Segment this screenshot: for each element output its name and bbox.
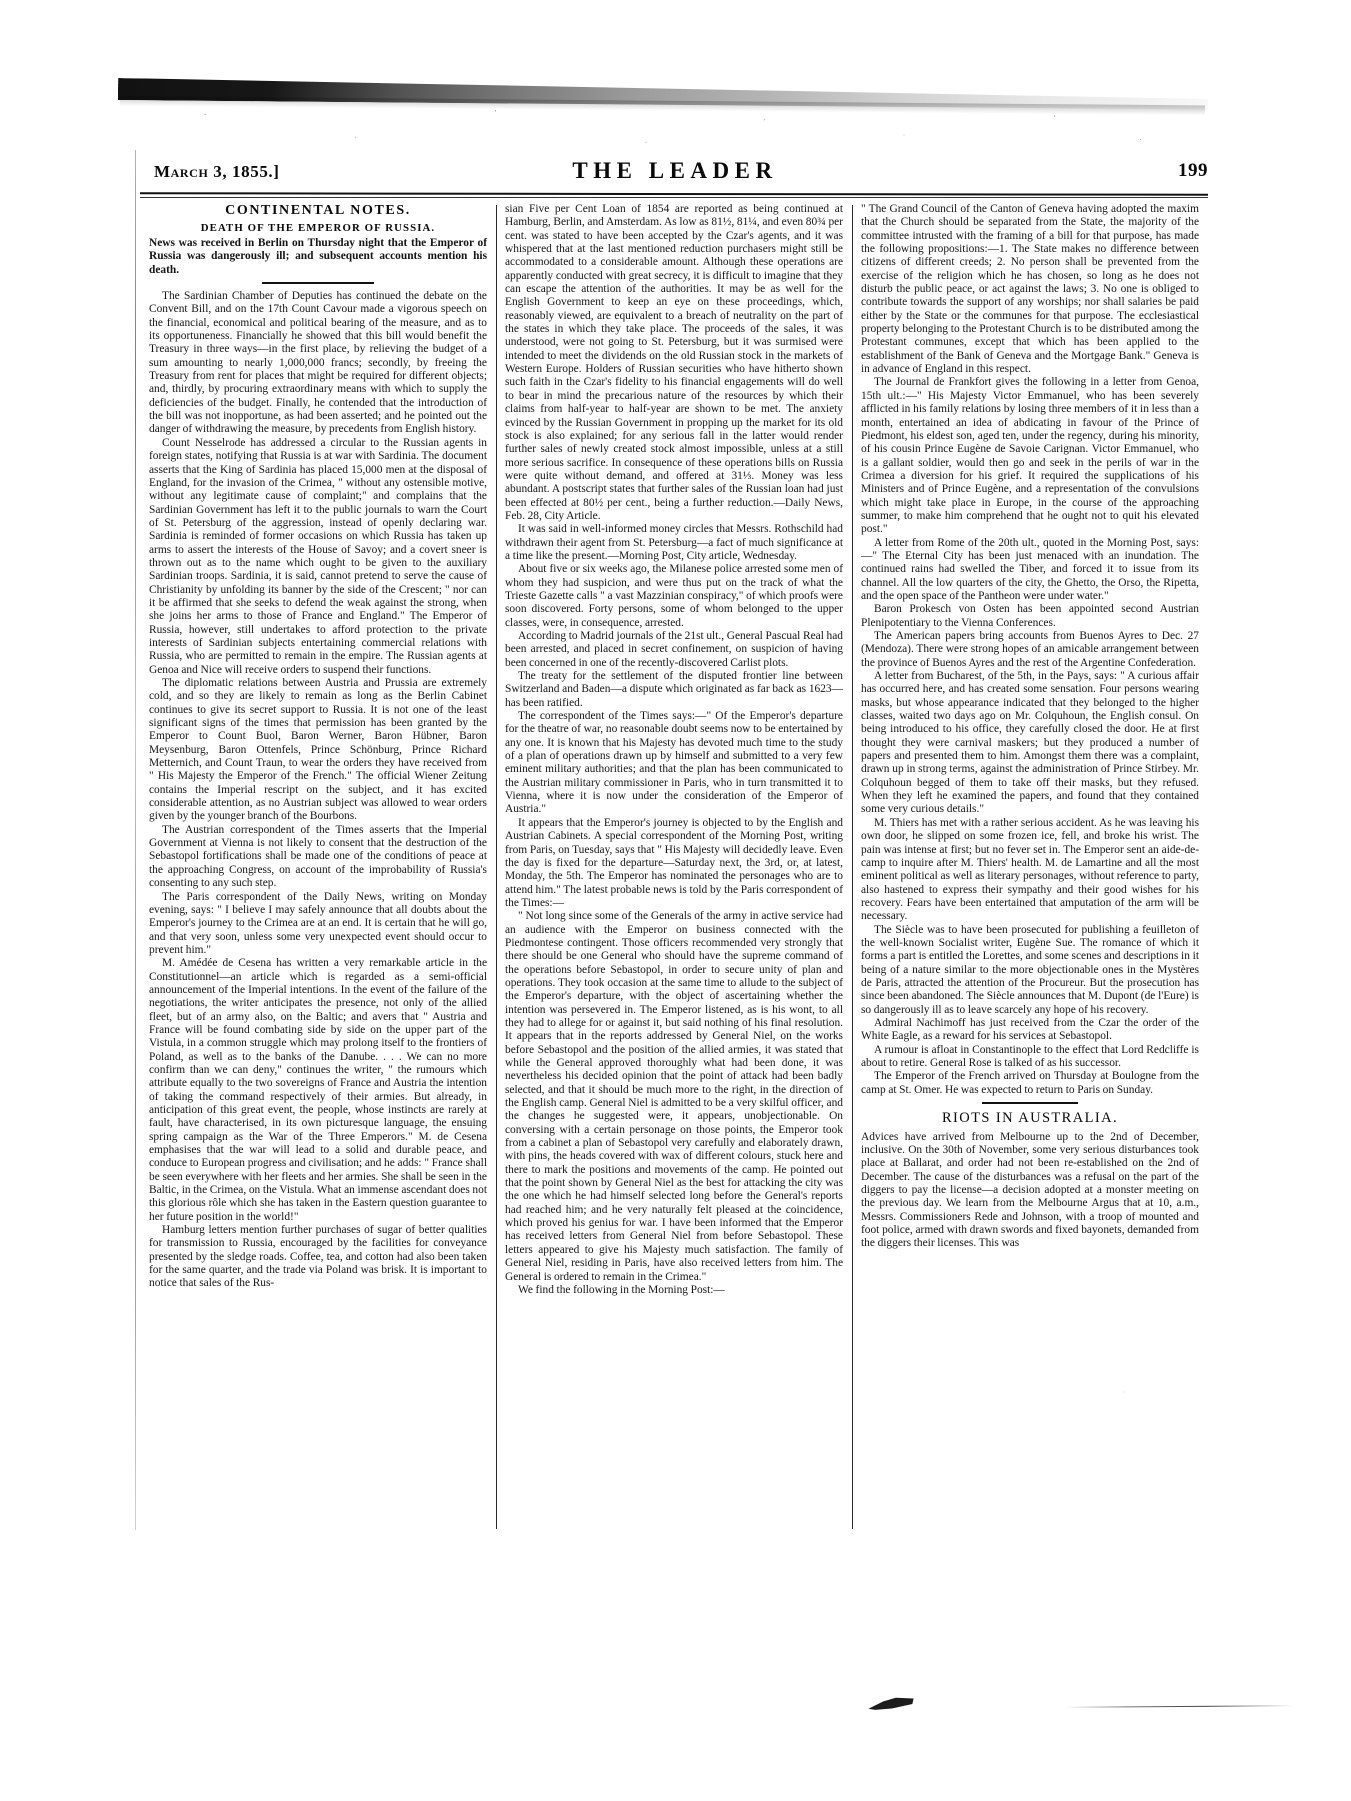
paragraph: The Journal de Frankfort gives the following in a letter from Genoa, 15th ult.:—" His Majesty Victor Emmanuel, who has been severely afflicted in his family relations by losing three members of it in less than a month, entertained an idea of abdicating in favour of the Prince of Piedmont, his eldest son, aged ten, under the regency, during his minority, of his cousin Prince Eugène de Savoie Carignan. Victor Emmanuel, who is a gallant soldier, would then go and seek in the perils of war in the Crimea a diversion for his grief. It required the supplications of his Ministers and of Prince Eugène, and a representation of the convulsions which might take place in Europe, in the course of the approaching summer, to make him comprehend that he ought not to quit his elevated post." <box>861 376 1199 536</box>
scan-speckle-artifact <box>130 100 1205 160</box>
paragraph: We find the following in the Morning Post:— <box>518 1283 725 1296</box>
scan-ink-blot-artifact <box>868 1695 915 1712</box>
paragraph: The treaty for the settlement of the disputed frontier line between Switzerland and Baden—a dispute which originated as far back as 1623—has been ratified. <box>505 670 843 709</box>
scan-shadow-feather-artifact <box>120 96 1205 115</box>
masthead-rule <box>140 192 1208 195</box>
scan-streak-artifact <box>1064 1705 1294 1708</box>
section-divider <box>982 1102 1078 1104</box>
paragraph: A rumour is afloat in Constantinople to the effect that Lord Redcliffe is about to retire. General Rose is talked of as his successor. <box>861 1043 1199 1069</box>
paragraph: Advices have arrived from Melbourne up to the 2nd of December, inclusive. On the 30th of November, some very serious disturbances took place at Ballarat, and order had not been re-established on the 2nd of December. The cause of the disturbances was a refusal on the part of the diggers to pay the license—a decision adopted at a monster meeting on the previous day. We learn from the Melbourne Argus that at 10, a.m., Messrs. Commissioners Rede and Johnson, with a troop of mounted and foot police, armed with drawn swords and fixed bayonets, demanded from the diggers their licenses. This was <box>861 1130 1199 1250</box>
paragraph-divider <box>262 282 374 284</box>
paragraph: M. Thiers has met with a rather serious accident. As he was leaving his own door, he slipped on some frozen ice, fell, and broke his wrist. The pain was intense at first; but no fever set in. The Emperor sent an aide-de-camp to inquire after M. Thiers' health. M. de Lamartine and all the most eminent political as well as literary personages, without reference to party, also hastened to express their sympathy and their good wishes for his recovery. Fears have been entertained that amputation of the arm will be necessary. <box>861 816 1199 923</box>
page-edge-line-artifact <box>135 150 136 1530</box>
column-3 <box>852 203 1208 1555</box>
paragraph: Hamburg letters mention further purchases of sugar of better qualities for transmission to Russia, encouraged by the facilities for conveyance presented by the sledge roads. Coffee, tea, and cotton had also been taken for the same quarter, and the trade via Poland was brisk. It is important to notice that sales of the Rus- <box>149 1224 487 1290</box>
masthead <box>140 158 1210 192</box>
paragraph: The Emperor of the French arrived on Thursday at Boulogne from the camp at St. Omer. He was expected to return to Paris on Sunday. <box>861 1070 1199 1096</box>
paragraph: sian Five per Cent Loan of 1854 are reported as being continued at Hamburg, Berlin, and Amsterdam. As low as 81½, 81¼, and even 80¾ per cent. was stated to have been accepted by the Czar's agents, and it was whispered that at the last mentioned reduction purchasers might still be accommodated to a considerable amount. Although these operations are apparently conducted with great secrecy, it is difficult to imagine that they can escape the attention of the authorities. It may be as well for the English Government to keep an eye on these proceedings, which, reasonably viewed, are equivalent to a breach of neutrality on the part of the states in which they take place. The proceeds of the sales, it was understood, were not going to St. Petersburg, but it was surmised were intended to meet the dividends on the old Russian stock in the markets of Western Europe. Holders of Russian securities who have hitherto shown such faith in the Czar's fidelity to his financial engagements will do well to bear in mind the precarious nature of the resources by which their claims from half-year to half-year are shown to be met. The anxiety evinced by the Russian Government in propping up the market for its old stock is also explained; for any serious fall in the latter would render further sales of newly created stock almost impossible, unless at a still more serious sacrifice. In consequence of these operations bills on Russia were quite without demand, and offered at 31⅓. Money was less abundant. A postscript states that further sales of the Russian loan had just been effected at 80½ per cent., being a further reduction.—Daily News, Feb. 28, City Article. <box>505 203 843 522</box>
section-heading-continental-notes: CONTINENTAL NOTES. <box>225 203 411 218</box>
paragraph: " The Grand Council of the Canton of Geneva having adopted the maxim that the Church should be separated from the State, the majority of the committee intrusted with the framing of a bill for that purpose, has made the following propositions:—1. The State makes no difference between citizens of different creeds; 2. No person shall be prevented from the exercise of the religion which he has chosen, so long as he does not disturb the public peace, or act against the laws; 3. No one is obliged to contribute towards the support of any worships; nor shall salaries be paid either by the State or the communes for that purpose. The ecclesiastical property belonging to the Protestant Church is to be distributed among the Protestant communes, except that which has been applied to the establishment of the Bank of Geneva and the Mortgage Bank." Geneva is in advance of England in this respect. <box>861 203 1199 376</box>
paragraph: About five or six weeks ago, the Milanese police arrested some men of whom they had suspicion, and were thus put on the track of what the Trieste Gazette calls " a vast Mazzinian conspiracy," of which proofs were soon discovered. Forty persons, some of whom belonged to the upper classes, were, in consequence, arrested. <box>505 563 843 629</box>
issue-date: March 3, 1855.] <box>154 162 280 181</box>
paragraph: " Not long since some of the Generals of the army in active service had an audience with the Emperor on business connected with the Piedmontese contingent. Those officers recommended very strongly that there should be one General who should have the supreme command of the operations before Sebastopol, in order to secure unity of plan and operations. They took occasion at the same time to allude to the subject of the Emperor's departure, with the object of ascertaining whether the intention was persevered in. The Emperor listened, as is his wont, to all they had to allege for or against it, but said nothing of his final resolution. It appears that in the reports addressed by General Niel, on the works before Sebastopol and the position of the allied armies, it was stated that while the General approved thoroughly what had been done, it was nevertheless his decided opinion that the point of attack had been badly selected, and that it should be much more to the right, in the direction of the English camp. General Niel is admitted to be a very skilful officer, and the changes he suggested were, it appears, unobjectionable. On conversing with a certain personage on those points, the Emperor took from a cabinet a plan of Sebastopol very carefully and elaborately drawn, with pins, the heads covered with wax of different colours, stuck here and there to mark the positions and movements of the camp. He pointed out that the point shown by General Niel as the best for attacking the city was the one which he had himself selected long before the General's reports had reached him; and he very naturally felt pleased at the coincidence, which proved his genius for war. I have been informed that the Emperor has received letters from General Niel from before Sebastopol. These letters appeared to give his Majesty much satisfaction. The family of General Niel, residing in Paris, have also received letters from him. The General is ordered to remain in the Crimea." <box>505 910 843 1283</box>
column-1 <box>140 203 496 1555</box>
article-columns <box>140 203 1210 1555</box>
paragraph: The American papers bring accounts from Buenos Ayres to Dec. 27 (Mendoza). There were strong hopes of an amicable arrangement between the province of Buenos Ayres and the rest of the Argentine Confederation. <box>861 630 1199 669</box>
paragraph: A letter from Rome of the 20th ult., quoted in the Morning Post, says:—" The Eternal City has been just menaced with an inundation. The continued rains had swelled the Tiber, and forced it to issue from its channel. All the low quarters of the city, the Ghetto, the Orso, the Ripetta, and the open space of the Pantheon were under water." <box>861 536 1199 602</box>
paragraph: Admiral Nachimoff has just received from the Czar the order of the White Eagle, as a reward for his services at Sebastopol. <box>861 1016 1199 1043</box>
paragraph: The Paris correspondent of the Daily News, writing on Monday evening, says: " I believe I may safely announce that all doubts about the Emperor's journey to the Crimea are at an end. It is certain that he will go, and that very soon, unless some very unexpected event should occur to prevent him." <box>149 890 487 956</box>
paragraph: Baron Prokesch von Osten has been appointed second Austrian Plenipotentiary to the Vienna Conferences. <box>861 603 1199 629</box>
page-title: THE LEADER <box>572 158 778 183</box>
paragraph: A letter from Bucharest, of the 5th, in the Pays, says: " A curious affair has occurred here, and has created some sensation. Four persons wearing masks, but whose appearance indicated that they belonged to the higher classes, waited two days ago on Mr. Colquhoun, the English consul. On being introduced to his office, they carefully closed the door. He at first thought they were carnival maskers; but they produced a number of papers and presented them to him. Amongst them there was a complaint, drawn up in strong terms, against the administration of Prince Stirbey. Mr. Colquhoun begged of them to take off their masks, but they refused. When they left he examined the papers, and found that they contained some very curious details." <box>861 670 1199 816</box>
paragraph: The Siècle was to have been prosecuted for publishing a feuilleton of the well-known Socialist writer, Eugène Sue. The romance of which it forms a part is entitled the Lorettes, and some scenes and descriptions in it being of a nature similar to the more objectionable ones in the Mystères de Paris, attracted the attention of the Procureur. But the prosecution has since been abandoned. The Siècle announces that M. Dupont (de l'Eure) is so dangerously ill as to leave scarcely any hope of his recovery. <box>861 923 1199 1016</box>
sub-heading-death-of-emperor: DEATH OF THE EMPEROR OF RUSSIA. <box>200 222 436 234</box>
paragraph: The Sardinian Chamber of Deputies has continued the debate on the Convent Bill, and on the 17th Count Cavour made a vigorous speech on the financial, economical and political bearing of the measure, and as to its opportuneness. Financially he showed that this bill would benefit the Treasury in three ways—in the first place, by relieving the budget of a sum amounting to nearly 1,000,000 francs; secondly, by freeing the Treasury from rent for places that might be required for different objects; and, thirdly, by procuring extraordinary means with which to supply the deficiencies of the budget. Finally, he contended that the introduction of the bill was not inopportune, as had been asserted; and he pointed out the danger of withdrawing the measure, by precedents from English history. <box>149 290 487 436</box>
scan-shadow-artifact <box>118 78 1208 110</box>
column-rule <box>852 205 853 1529</box>
paragraph: The diplomatic relations between Austria and Prussia are extremely cold, and so they are likely to remain as long as the Berlin Cabinet continues to give its secret support to Russia. It is not one of the least significant signs of the times that permission has been granted by the Emperor to Count Buol, Baron Werner, Baron Hübner, Baron Meysenburg, Baron Ottenfels, Prince Schönburg, Prince Richard Metternich, and Count Traun, to wear the orders they have received from " His Majesty the Emperor of the French." The official Wiener Zeitung contains the Imperial rescript on the subject, and it has excited considerable attention, as no Austrian subject was allowed to wear orders given by the younger branch of the Bourbons. <box>149 677 487 823</box>
paragraph: M. Amédée de Cesena has written a very remarkable article in the Constitutionnel—an article which is regarded as a semi-official announcement of the Imperial intentions. In the event of the failure of the negotiations, the writer anticipates the presence, not only of the allied fleet, but of an army also, on the Baltic; and avers that " Austria and France will be found combating side by side on the upper part of the Vistula, in a common struggle which may prolong itself to the frontiers of Poland, as well as to the banks of the Danube. . . . We can no more confirm than we can deny," continues the writer, " the rumours which attribute equally to the two sovereigns of France and Austria the intention of taking the command respectively of their armies. But already, in anticipation of this great event, the people, whose instincts are rarely at fault, have characterised, in its own picturesque language, the ensuing spring campaign as the War of the Three Emperors." M. de Cesena emphasises that the war will lead to a solid and durable peace, and conduce to European progress and civilisation; and he adds: " France shall be seen everywhere with her fleets and her armies. She shall be seen in the Baltic, in the Crimea, on the Vistula. What an immense ascendant does not this glorious rôle which she has taken in the Eastern question guarantee to her future position in the world!" <box>149 957 487 1223</box>
paragraph: Count Nesselrode has addressed a circular to the Russian agents in foreign states, notifying that Russia is at war with Sardinia. The document asserts that the King of Sardinia has placed 15,000 men at the disposal of England, for the invasion of the Crimea, " without any ostensible motive, without any legitimate cause of complaint;" and complains that the Sardinian Government has left it to the public journals to warn the Court of St. Petersburg of the aggression, instead of openly declaring war. Sardinia is reminded of former occasions on which Russia has taken up arms to assert the interests of the House of Savoy; and a covert sneer is thrown out as to the name which ought to be given to the auxiliary Sardinian troops. Sardinia, it is said, cannot pretend to serve the cause of Christianity by unfolding its banner by the side of the Crescent; " nor can it be affirmed that she seeks to defend the weak against the strong, when she joins her arms to those of France and England." The Emperor of Russia, however, still undertakes to afford protection to the private interests of Sardinian subjects entertaining commercial relations with Russia, who are permitted to remain in the empire. The Russian agents at Genoa and Nice will receive orders to suspend their functions. <box>149 436 487 676</box>
paragraph: It appears that the Emperor's journey is objected to by the English and Austrian Cabinets. A special correspondent of the Morning Post, writing from Paris, on Tuesday, says that " His Majesty will decidedly leave. Even the day is fixed for the departure—Saturday next, the 3rd, or, at latest, Monday, the 5th. The Emperor has nominated the personages who are to attend him." The latest probable news is told by the Paris correspondent of the Times:— <box>505 816 843 909</box>
masthead-rule-secondary <box>140 197 1208 198</box>
column-2 <box>496 203 852 1555</box>
paragraph: News was received in Berlin on Thursday night that the Emperor of Russia was dangerously ill; and subsequent accounts mention his death. <box>149 237 487 276</box>
paragraph: According to Madrid journals of the 21st ult., General Pascual Real had been arrested, and placed in secret confinement, on suspicion of having been concerned in one of the recently-discovered Carlist plots. <box>505 630 843 669</box>
paragraph: It was said in well-informed money circles that Messrs. Rothschild had withdrawn their agent from St. Petersburg—a fact of much significance at a time like the present.—Morning Post, City article, Wednesday. <box>505 523 843 562</box>
section-heading-riots-in-australia: RIOTS IN AUSTRALIA. <box>941 1109 1119 1126</box>
paragraph: The Austrian correspondent of the Times asserts that the Imperial Government at Vienna is not likely to consent that the destruction of the Sebastopol fortifications shall be made one of the conditions of peace at the approaching Congress, on account of the improbability of Russia's consenting to any such step. <box>149 823 487 890</box>
paragraph: The correspondent of the Times says:—" Of the Emperor's departure for the theatre of war, no reasonable doubt seems now to be entertained by any one. It is known that his Majesty has devoted much time to the study of a plan of operations drawn up by himself and submitted to a very few eminent military authorities; and that the plan has been communicated to the Austrian military commissioner in Paris, who in turn transmitted it to Vienna, where it is now under the consideration of the Emperor of Austria." <box>505 710 843 816</box>
page-number: 199 <box>1178 160 1208 181</box>
column-rule <box>496 205 497 1529</box>
